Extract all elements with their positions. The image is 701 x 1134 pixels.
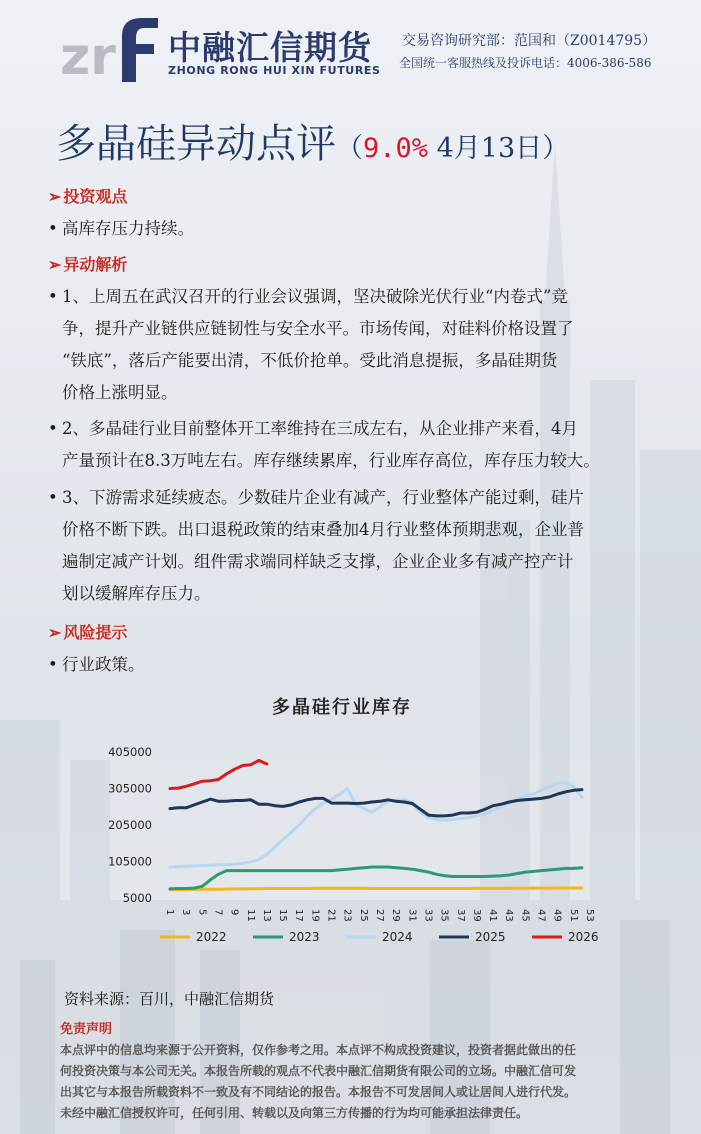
section-heading-analysis <box>48 252 127 275</box>
series-line-2022 <box>170 888 582 890</box>
disclaimer-title: 免责声明 <box>60 1022 113 1037</box>
x-tick-label: 23 <box>341 909 353 922</box>
section-heading-risk <box>48 620 127 643</box>
x-tick-label: 1 <box>164 909 175 916</box>
x-tick-label: 25 <box>357 909 369 922</box>
legend-label-2026: 2026 <box>568 930 599 944</box>
x-tick-label: 5 <box>196 909 208 916</box>
x-tick-label: 27 <box>374 909 385 922</box>
x-tick-label: 43 <box>503 909 515 922</box>
research-contact: 交易咨询研究部：范国和（Z0014795） <box>402 33 657 49</box>
title-date: 4月13日 <box>428 133 543 164</box>
arrow-icon: ➢ <box>48 187 62 206</box>
company-logo-icon <box>60 12 160 82</box>
x-tick-label: 47 <box>535 909 547 922</box>
company-name-cn: 中融汇信期货 <box>168 28 372 67</box>
analysis-heading-text: 异动解析 <box>63 255 128 274</box>
disclaimer-line: 本点评中的信息均来源于公开资料，仅作参考之用。本点评不构成投资建议，投资者据此做出的任 <box>60 1043 577 1057</box>
analysis-item-3 <box>48 482 584 610</box>
x-tick-label: 11 <box>244 909 256 922</box>
x-tick-label: 53 <box>584 909 595 922</box>
x-tick-label: 29 <box>390 909 402 922</box>
x-tick-label: 35 <box>438 909 450 922</box>
y-tick-label: 205000 <box>108 818 152 832</box>
analysis-item-2 <box>48 413 600 477</box>
analysis-1-line: 价格上涨明显。 <box>62 383 178 402</box>
x-tick-label: 31 <box>406 909 418 922</box>
source-note: 资料来源：百川，中融汇信期货 <box>64 990 275 1008</box>
view-heading-text: 投资观点 <box>63 187 128 206</box>
bullet-icon: • <box>48 419 58 438</box>
bullet-icon: • <box>48 287 58 306</box>
x-tick-label: 33 <box>422 909 434 922</box>
x-tick-label: 19 <box>309 909 321 922</box>
chart-title: 多晶硅行业库存 <box>272 697 412 718</box>
legend-label-2023: 2023 <box>289 930 320 944</box>
x-tick-label: 41 <box>487 909 499 922</box>
y-tick-label: 405000 <box>108 745 152 759</box>
x-tick-label: 49 <box>551 909 563 922</box>
analysis-3-line: 划以缓解库存压力。 <box>62 584 211 603</box>
x-tick-label: 39 <box>470 909 482 922</box>
disclaimer-line: 未经中融汇信授权许可，任何引用、转载以及向第三方传播的行为均可能承担法律责任。 <box>60 1106 529 1120</box>
view-paragraph <box>48 213 194 245</box>
svg-text:zr: zr <box>60 27 116 82</box>
analysis-1-line: 争，提升产业链供应链韧性与安全水平。市场传闻，对硅料价格设置了 <box>62 319 574 338</box>
analysis-2-line: 产量预计在8.3万吨左右。库存继续累库，行业库存高位，库存压力较大。 <box>62 451 600 470</box>
analysis-3-line: 价格不断下跌。出口退税政策的结束叠加4月行业整体预期悲观，企业普 <box>62 520 584 539</box>
series-line-2023 <box>170 867 582 889</box>
bullet-icon: • <box>48 219 58 238</box>
series-line-2026 <box>170 760 267 788</box>
disclaimer-line: 何投资决策与本公司无关。本报告所载的观点不代表中融汇信期货有限公司的立场。中融汇信可发 <box>60 1064 577 1078</box>
y-tick-label: 5000 <box>122 891 152 905</box>
risk-paragraph <box>48 649 145 681</box>
x-tick-label: 9 <box>228 909 240 916</box>
x-tick-label: 21 <box>325 909 337 922</box>
legend-label-2024: 2024 <box>382 930 413 944</box>
arrow-icon: ➢ <box>48 623 62 642</box>
legend-label-2022: 2022 <box>196 930 227 944</box>
x-tick-label: 45 <box>519 909 531 922</box>
risk-heading-text: 风险提示 <box>63 623 128 642</box>
x-tick-label: 13 <box>260 909 272 922</box>
hotline-contact: 全国统一客服热线及投诉电话：4006-386-586 <box>399 56 652 70</box>
analysis-3-line: 3、下游需求延续疲态。少数硅片企业有减产，行业整体产能过剩，硅片 <box>62 488 584 507</box>
title-percent: 9.0% <box>363 133 429 164</box>
y-tick-label: 105000 <box>108 854 152 869</box>
arrow-icon: ➢ <box>48 255 62 274</box>
x-tick-label: 37 <box>454 909 466 922</box>
analysis-1-line: 1、上周五在武汉召开的行业会议强调，坚决破除光伏行业“内卷式”竞 <box>62 287 568 306</box>
x-tick-label: 3 <box>180 909 192 916</box>
page-title <box>56 112 569 169</box>
x-tick-label: 15 <box>277 909 289 922</box>
analysis-3-line: 遍制定减产计划。组件需求端同样缺乏支撑，企业企业多有减产控产计 <box>62 552 574 571</box>
title-paren-close: ） <box>542 133 570 164</box>
title-sub: 异动点评 <box>176 121 336 167</box>
inventory-line-chart <box>100 725 620 965</box>
x-tick-label: 17 <box>293 909 305 922</box>
view-text: 高库存压力持续。 <box>62 219 194 238</box>
section-heading-view <box>48 184 127 207</box>
title-paren-open: （ <box>336 133 363 164</box>
y-tick-label: 305000 <box>108 781 152 796</box>
series-line-2025 <box>170 790 582 816</box>
series-line-2024 <box>170 783 582 867</box>
x-tick-label: 51 <box>567 909 579 922</box>
bullet-icon: • <box>48 655 58 674</box>
legend-label-2025: 2025 <box>475 930 506 944</box>
x-tick-label: 7 <box>212 909 224 916</box>
analysis-1-line: “铁底”，落后产能要出清，不低价抢单。受此消息提振，多晶硅期货 <box>62 351 558 370</box>
disclaimer-line: 出其它与本报告所载资料不一致及有不同结论的报告。本报告不可发居间人或让居间人进行代发。 <box>60 1085 577 1099</box>
risk-text: 行业政策。 <box>62 655 145 674</box>
analysis-2-line: 2、多晶硅行业目前整体开工率维持在三成左右，从企业排产来看，4月 <box>62 419 578 438</box>
company-name-en: ZHONG RONG HUI XIN FUTURES <box>168 64 381 77</box>
title-main: 多晶硅 <box>56 121 176 167</box>
analysis-item-1 <box>48 281 574 409</box>
bullet-icon: • <box>48 488 58 507</box>
disclaimer-body <box>60 1040 650 1124</box>
